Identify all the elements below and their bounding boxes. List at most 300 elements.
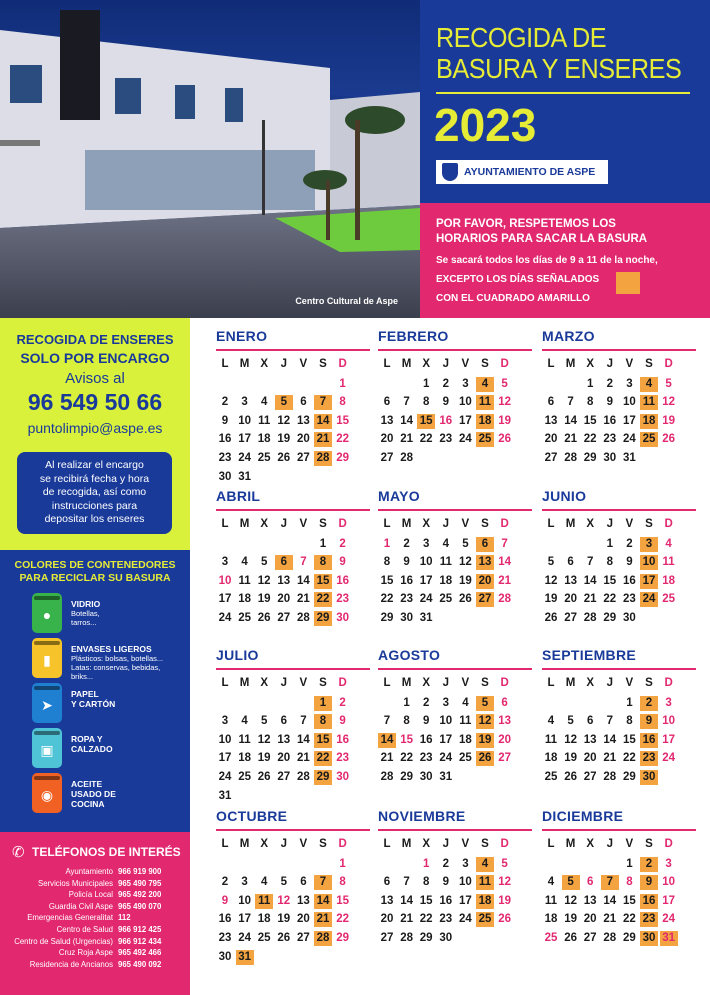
no-collection-day: 5 [476, 696, 494, 711]
weekday-header: V [461, 357, 470, 370]
calendar-day: 2 [339, 537, 346, 550]
calendar-day: 30 [336, 770, 349, 783]
calendar-day: 7 [300, 715, 307, 728]
calendar-day: 12 [498, 876, 511, 889]
info-line-2: se recibirá fecha y hora [39, 472, 150, 485]
calendar-day: 24 [238, 451, 251, 464]
no-collection-day: 30 [640, 770, 658, 785]
bin-description: Y CARTÓN [71, 699, 116, 709]
calendar-day: 18 [257, 913, 271, 926]
bin-description: tarros... [71, 618, 97, 627]
bin-description: briks... [71, 672, 94, 681]
calendar-day: 26 [662, 433, 675, 446]
no-collection-day: 25 [640, 432, 658, 447]
calendar-day: 25 [544, 931, 558, 944]
calendar-day: 5 [462, 537, 469, 550]
calendar-day: 16 [336, 733, 349, 746]
notice-line-3: Se sacará todos los días de 9 a 11 de la noche, [436, 255, 658, 266]
weekday-header: V [461, 676, 470, 689]
weekday-header: S [481, 676, 489, 689]
calendar-day: 6 [567, 556, 574, 569]
phone-row [0, 960, 190, 972]
calendar-day: 27 [277, 770, 291, 783]
calendar-day: 24 [458, 913, 472, 926]
calendar-day: 20 [583, 913, 597, 926]
weekday-header: D [500, 517, 509, 530]
calendar-day: 27 [277, 611, 291, 624]
calendar-day: 6 [280, 715, 287, 728]
calendar-day: 20 [498, 733, 511, 746]
title-line-1: RECOGIDA DE [436, 22, 607, 53]
calendar-day: 3 [442, 696, 449, 709]
calendar-day: 15 [336, 414, 349, 427]
no-collection-day: 1 [314, 696, 332, 711]
weekday-header: M [401, 517, 412, 530]
calendar-day: 23 [218, 931, 232, 944]
month-name: FEBRERO [378, 328, 449, 344]
calendar-day: 5 [665, 377, 672, 390]
day-grid [542, 831, 696, 961]
no-collection-day: 27 [476, 592, 494, 607]
calendar-day: 9 [442, 396, 449, 409]
calendar-day: 6 [586, 876, 594, 889]
calendar-day: 23 [336, 593, 349, 606]
calendar-day: 20 [380, 433, 394, 446]
phone-number[interactable]: 966 912 425 [118, 924, 162, 934]
month-septiembre [542, 645, 696, 800]
schedule-notice [420, 203, 710, 318]
calendar-day: 30 [622, 611, 636, 624]
month-abril [216, 486, 370, 641]
no-collection-day: 14 [314, 414, 332, 429]
calendar-day: 12 [564, 894, 577, 907]
calendar-day: 14 [603, 894, 617, 907]
phone-number[interactable]: 965 492 200 [118, 890, 162, 900]
calendar-day: 11 [258, 414, 271, 427]
weekday-header: J [442, 676, 449, 689]
paper-icon: ➤ [32, 683, 62, 723]
phone-label: Emergencias Generalitat [27, 913, 113, 923]
calendar-day: 24 [238, 931, 251, 944]
no-collection-day: 28 [314, 451, 332, 466]
calendar-day: 28 [564, 451, 577, 464]
calendar-day: 21 [564, 433, 577, 446]
calendar-day: 8 [606, 556, 613, 569]
calendar-day: 9 [442, 876, 449, 889]
no-collection-day: 25 [476, 912, 494, 927]
no-collection-day: 11 [476, 875, 494, 890]
calendar-day: 23 [439, 433, 453, 446]
calendar-day: 14 [564, 414, 577, 427]
calendar-day: 3 [241, 396, 248, 409]
calendar-day: 13 [277, 733, 291, 746]
calendar-day: 27 [296, 931, 310, 944]
phone-label: Policía Local [68, 890, 113, 900]
phone-row [0, 948, 190, 960]
weekday-header: S [319, 676, 327, 689]
phone-number[interactable]: 112 [118, 913, 131, 923]
weekday-header: L [383, 357, 391, 370]
calendar-day: 30 [419, 770, 433, 783]
calendar-day: 23 [622, 593, 636, 606]
calendar-day: 4 [442, 537, 449, 550]
notice-line-5: CON EL CUADRADO AMARILLO [436, 293, 590, 304]
calendar-day: 10 [439, 715, 453, 728]
calendar-day: 29 [419, 931, 433, 944]
calendar-day: 23 [218, 451, 232, 464]
weekday-header: S [481, 837, 489, 850]
calendar-day: 25 [544, 770, 558, 783]
day-grid [216, 511, 370, 641]
calendar-day: 19 [277, 913, 291, 926]
calendar-day: 16 [439, 414, 453, 427]
calendar-day: 26 [564, 770, 577, 783]
calendar-day: 3 [462, 377, 469, 390]
calendar-day: 14 [400, 894, 413, 907]
day-grid [378, 511, 532, 641]
notice-heading [436, 217, 647, 247]
calendar-day: 31 [419, 611, 433, 624]
containers-title [0, 559, 190, 585]
bin-name: PAPEL [71, 689, 99, 699]
calendar-day: 23 [603, 433, 617, 446]
calendar-day: 3 [221, 715, 229, 728]
no-collection-day: 11 [476, 395, 494, 410]
notice-body [436, 251, 706, 308]
calendar-day: 11 [238, 574, 251, 587]
calendar-day: 22 [583, 433, 597, 446]
weekday-header: J [606, 517, 613, 530]
calendar-day: 6 [586, 715, 594, 728]
calendar-day: 15 [419, 894, 433, 907]
calendar-day: 19 [257, 752, 271, 765]
weekday-header: D [664, 517, 673, 530]
shirt-icon: ▣ [32, 728, 62, 768]
calendar-day: 11 [544, 894, 558, 907]
no-collection-day: 7 [314, 875, 332, 890]
month-name: AGOSTO [378, 647, 441, 663]
calendar-day: 7 [567, 396, 574, 409]
weekday-header: X [422, 517, 431, 530]
phone-number[interactable]: 965 492 466 [118, 948, 162, 958]
month-name: ABRIL [216, 488, 261, 504]
weekday-header: S [319, 517, 327, 530]
calendar-day: 30 [336, 611, 349, 624]
calendar-day: 13 [296, 894, 310, 907]
weekday-header: X [260, 676, 269, 689]
calendar-day: 12 [564, 733, 577, 746]
avisos-label: Avisos al [65, 370, 125, 387]
calendar-day: 2 [606, 377, 613, 390]
phone-number[interactable]: 965 490 070 [118, 901, 162, 911]
no-collection-day: 8 [314, 714, 332, 729]
weekday-header: M [565, 676, 576, 689]
calendar-day: 20 [583, 752, 597, 765]
calendar-day: 5 [280, 876, 287, 889]
info-line-4: instrucciones para [51, 499, 138, 512]
calendar-day: 10 [622, 396, 636, 409]
calendar-day: 10 [458, 396, 472, 409]
calendar-day: 30 [218, 950, 232, 963]
info-line-1: Al realizar el encargo [45, 459, 144, 471]
calendar-day: 16 [622, 574, 636, 587]
calendar-day: 28 [603, 770, 617, 783]
calendar-day: 3 [221, 556, 229, 569]
calendar-day: 31 [439, 770, 453, 783]
calendar-day: 12 [277, 414, 291, 427]
no-collection-day: 20 [476, 574, 494, 589]
calendar-day: 13 [277, 574, 291, 587]
month-name: NOVIEMBRE [378, 808, 466, 824]
calendar-day: 24 [622, 433, 636, 446]
weekday-header: X [586, 837, 595, 850]
calendar-day: 3 [422, 537, 430, 550]
calendar-day: 22 [622, 913, 636, 926]
no-collection-day: 28 [314, 931, 332, 946]
phone-icon: ✆ [12, 844, 25, 861]
no-collection-day: 9 [640, 875, 658, 890]
calendar-day: 16 [419, 733, 433, 746]
containers-panel [0, 550, 190, 832]
weekday-header: V [625, 517, 634, 530]
calendar-day: 27 [380, 931, 394, 944]
weekday-header: D [664, 357, 673, 370]
calendar-day: 12 [257, 574, 271, 587]
no-collection-day: 11 [255, 894, 273, 909]
enseres-phone[interactable]: 96 549 50 66 [27, 389, 163, 415]
calendar-day: 31 [622, 451, 636, 464]
calendar-day: 26 [564, 931, 577, 944]
calendar-day: 6 [300, 876, 307, 889]
calendar-day: 27 [544, 451, 558, 464]
weekday-header: L [547, 676, 555, 689]
phone-number[interactable]: 965 490 092 [118, 959, 162, 969]
weekday-header: M [565, 517, 576, 530]
enseres-title: RECOGIDA DE ENSERES [16, 332, 174, 347]
phones-title: TELÉFONOS DE INTERÉS [32, 845, 181, 859]
phone-number[interactable]: 966 919 900 [118, 867, 162, 876]
calendar-day: 20 [564, 593, 577, 606]
calendar-day: 16 [400, 574, 413, 587]
bin-name: ENVASES LIGEROS [71, 644, 152, 654]
calendar-day: 22 [419, 433, 433, 446]
calendar-day: 5 [547, 556, 555, 569]
calendar-day: 28 [498, 593, 511, 606]
calendar-day: 26 [498, 913, 511, 926]
weekday-header: D [338, 357, 347, 370]
calendar-day: 1 [626, 696, 633, 709]
calendar-day: 15 [583, 414, 597, 427]
calendar-day: 9 [422, 715, 430, 728]
weekday-header: M [239, 357, 250, 370]
calendar-day: 19 [662, 414, 675, 427]
calendar-day: 23 [336, 752, 349, 765]
no-collection-day: 10 [640, 555, 658, 570]
calendar-day: 21 [296, 593, 310, 606]
calendar-day: 10 [218, 733, 232, 746]
calendar-day: 10 [238, 894, 251, 907]
weekday-header: X [586, 676, 595, 689]
calendar-day: 24 [662, 752, 675, 765]
phone-row [0, 902, 190, 914]
no-collection-day: 29 [314, 770, 332, 785]
no-collection-day: 25 [476, 432, 494, 447]
calendar-day: 14 [583, 574, 597, 587]
calendar-day: 8 [403, 715, 410, 728]
calendar-day: 2 [442, 857, 449, 870]
day-grid [378, 351, 532, 481]
calendar-day: 26 [257, 611, 271, 624]
phone-number[interactable]: 965 490 795 [118, 878, 162, 888]
calendar-day: 17 [622, 414, 636, 427]
weekday-header: V [625, 357, 634, 370]
weekday-header: L [221, 357, 229, 370]
no-collection-day: 18 [476, 414, 494, 429]
weekday-header: V [299, 517, 308, 530]
calendar-day: 17 [458, 894, 472, 907]
calendar-day: 2 [221, 396, 229, 409]
calendar-day: 11 [662, 556, 675, 569]
weekday-header: J [442, 837, 449, 850]
calendar-day: 2 [442, 377, 449, 390]
weekday-header: S [319, 837, 327, 850]
calendar-day: 1 [339, 377, 346, 390]
calendar-day: 3 [665, 857, 672, 870]
calendar-day: 11 [238, 733, 251, 746]
no-collection-day: 5 [562, 875, 580, 890]
phone-label: Centro de Salud (Urgencias) [14, 936, 113, 946]
no-collection-day: 15 [417, 414, 435, 429]
calendar-day: 24 [458, 433, 472, 446]
enseres-email[interactable]: puntolimpio@aspe.es [27, 420, 163, 436]
month-name: JUNIO [542, 488, 587, 504]
weekday-header: J [442, 357, 449, 370]
calendar-day: 18 [238, 593, 251, 606]
calendar-day: 29 [336, 451, 349, 464]
calendar-day: 21 [380, 752, 394, 765]
calendar-day: 5 [501, 377, 508, 390]
calendar-day: 29 [336, 931, 349, 944]
month-octubre [216, 806, 370, 961]
calendar-day: 2 [422, 696, 430, 709]
month-name: OCTUBRE [216, 808, 288, 824]
calendar-day: 6 [383, 396, 391, 409]
weekday-header: D [664, 837, 673, 850]
calendar-day: 12 [662, 396, 675, 409]
bin-name: ACEITE [71, 779, 103, 789]
calendar-day: 17 [662, 733, 675, 746]
calendar-day: 13 [380, 894, 394, 907]
no-collection-day: 31 [236, 950, 254, 965]
weekday-header: S [645, 517, 653, 530]
month-noviembre [378, 806, 532, 961]
weekday-header: X [422, 837, 431, 850]
calendar-day: 21 [498, 574, 511, 587]
no-collection-day: 21 [314, 912, 332, 927]
calendar-day: 25 [662, 593, 675, 606]
calendar-day: 13 [380, 414, 394, 427]
calendar-day: 23 [419, 752, 433, 765]
month-marzo [542, 326, 696, 481]
calendar-2023 [190, 318, 710, 995]
calendar-day: 25 [257, 451, 271, 464]
no-collection-day: 15 [314, 574, 332, 589]
calendar-day: 17 [238, 433, 251, 446]
weekday-header: L [221, 837, 229, 850]
weekday-header: J [280, 837, 287, 850]
calendar-day: 4 [462, 696, 469, 709]
calendar-day: 29 [380, 611, 394, 624]
calendar-day: 8 [422, 876, 430, 889]
month-name: MAYO [378, 488, 420, 504]
month-name: MARZO [542, 328, 595, 344]
calendar-day: 5 [567, 715, 574, 728]
calendar-day: 2 [403, 537, 410, 550]
phone-number[interactable]: 966 912 434 [118, 936, 162, 946]
weekday-header: J [606, 676, 613, 689]
calendar-day: 10 [238, 414, 251, 427]
calendar-day: 9 [626, 556, 633, 569]
calendar-day: 22 [380, 593, 394, 606]
calendar-day: 18 [439, 574, 453, 587]
calendar-day: 2 [221, 876, 229, 889]
phone-row [0, 913, 190, 925]
info-line-5: depositar los enseres [44, 513, 145, 525]
no-collection-day: 9 [640, 714, 658, 729]
calendar-day: 12 [277, 894, 291, 907]
calendar-day: 14 [296, 574, 310, 587]
year: 2023 [434, 99, 537, 151]
calendar-day: 26 [544, 611, 558, 624]
calendar-day: 22 [419, 913, 433, 926]
calendar-day: 14 [498, 556, 511, 569]
calendar-day: 6 [547, 396, 555, 409]
calendar-day: 27 [583, 931, 597, 944]
no-collection-day: 7 [314, 395, 332, 410]
notice-line-4: EXCEPTO LOS DÍAS SEÑALADOS [436, 274, 600, 285]
calendar-day: 5 [260, 556, 268, 569]
weekday-header: J [606, 357, 613, 370]
phone-row [0, 937, 190, 949]
calendar-day: 13 [544, 414, 558, 427]
calendar-day: 9 [221, 894, 229, 907]
no-collection-day: 13 [476, 555, 494, 570]
calendar-day: 8 [422, 396, 430, 409]
no-collection-day: 11 [640, 395, 658, 410]
bin-description: USADO DE [71, 789, 116, 799]
calendar-day: 9 [221, 414, 229, 427]
calendar-day: 30 [439, 931, 453, 944]
containers-title-line-1: COLORES DE CONTENEDORES [14, 559, 176, 571]
weekday-header: M [239, 676, 250, 689]
weekday-header: S [481, 357, 489, 370]
enseres-panel [0, 318, 190, 550]
title-panel [420, 0, 710, 203]
info-line-3: de recogida, así como [42, 486, 147, 498]
calendar-day: 7 [501, 537, 508, 550]
photo-caption: Centro Cultural de Aspe [295, 296, 398, 306]
weekday-header: V [299, 357, 308, 370]
calendar-day: 3 [626, 377, 633, 390]
month-julio [216, 645, 370, 800]
no-collection-day: 12 [476, 714, 494, 729]
no-collection-day: 2 [640, 696, 658, 711]
weekday-header: D [338, 837, 347, 850]
bottle-icon: ● [32, 593, 62, 633]
calendar-day: 1 [586, 377, 594, 390]
calendar-day: 8 [626, 876, 633, 889]
calendar-day: 28 [296, 770, 310, 783]
